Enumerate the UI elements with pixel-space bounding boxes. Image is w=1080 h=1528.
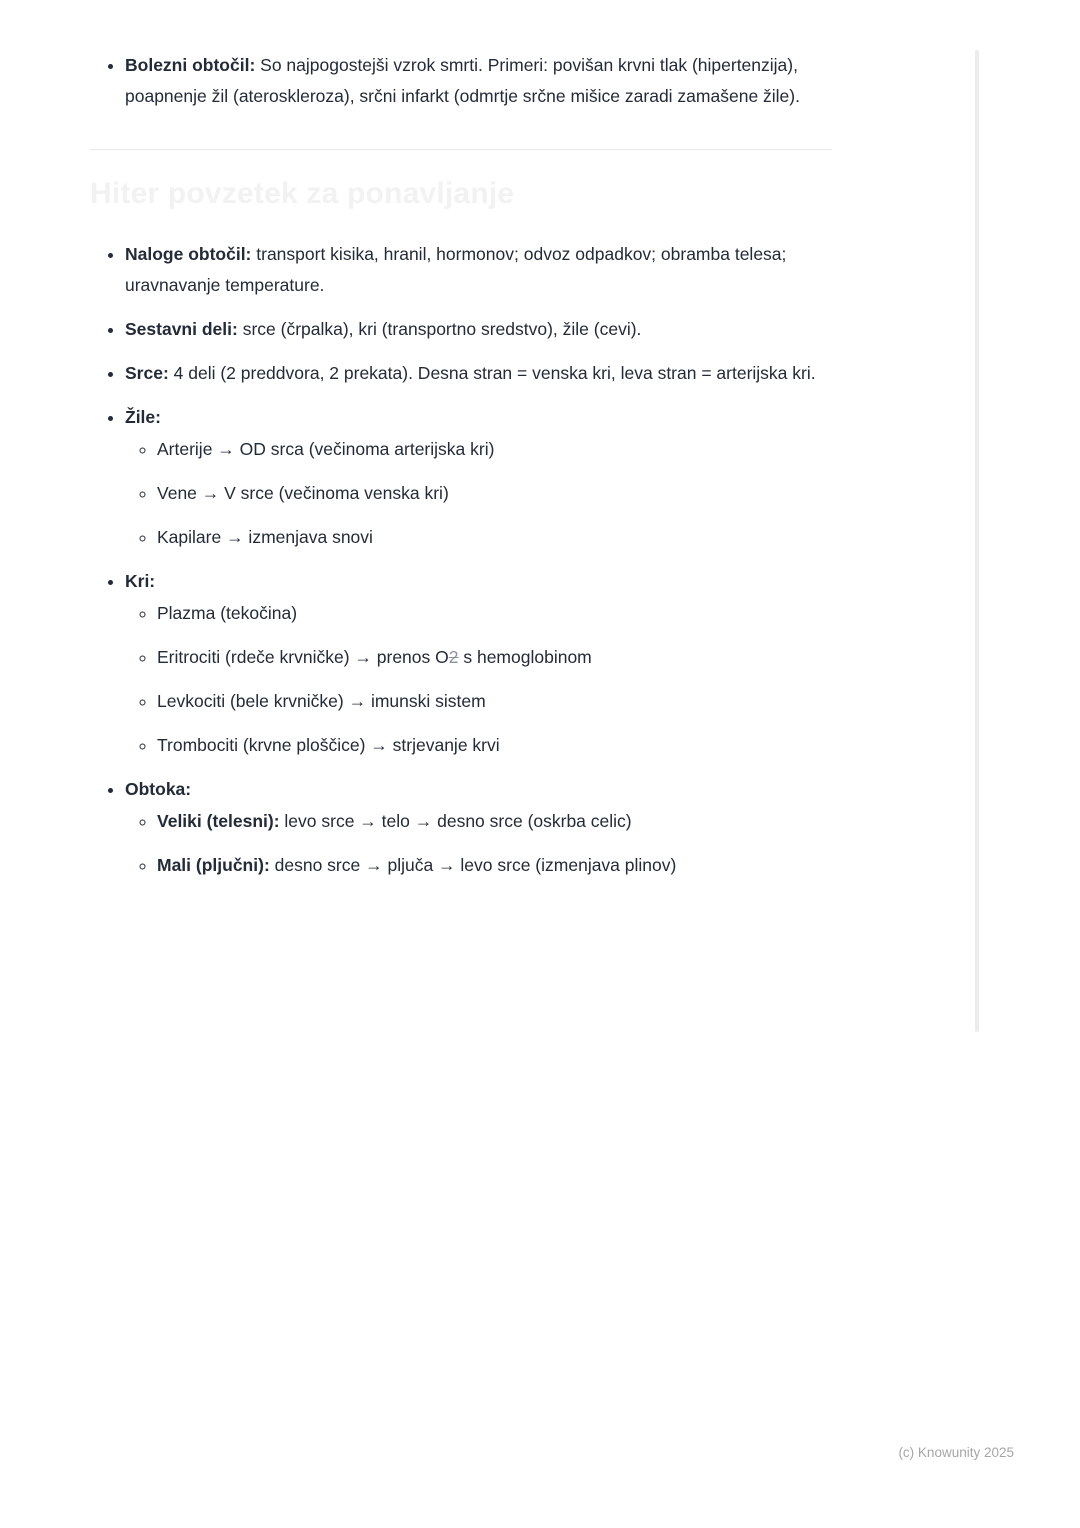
list-item [125, 358, 832, 389]
text-run: srce (črpalka), kri (transportno sredstvo), žile (cevi). [237, 319, 642, 339]
text-run: Eritrociti (rdeče krvničke) → prenos O [157, 647, 449, 667]
text-run: Trombociti (krvne ploščice) → strjevanje krvi [157, 735, 500, 755]
list-item [157, 730, 832, 761]
section-divider [90, 149, 832, 150]
bold-lead-text: Bolezni obtočil: [125, 55, 256, 75]
footer-credit: (c) Knowunity 2025 [898, 1445, 1014, 1460]
bold-lead-text: Veliki (telesni): [157, 811, 280, 831]
text-run: levo srce → telo → desno srce (oskrba celic) [279, 811, 632, 831]
list-item [157, 642, 832, 673]
list-item [125, 774, 832, 881]
list-item [157, 686, 832, 717]
sub-list [125, 598, 832, 761]
text-run: Kapilare → izmenjava snovi [157, 527, 373, 547]
text-run: Arterije → OD srca (večinoma arterijska kri) [157, 439, 495, 459]
bold-lead-text: Kri: [125, 571, 156, 591]
text-run: desno srce → pljuča → levo srce (izmenjava plinov) [269, 855, 677, 875]
section-heading: Hiter povzetek za ponavljanje [90, 177, 515, 210]
sub-list [125, 434, 832, 553]
text-run: 4 deli (2 preddvora, 2 prekata). Desna stran = venska kri, leva stran = arterijska kri. [168, 363, 816, 383]
bold-lead-text: Sestavni deli: [125, 319, 238, 339]
summary-bullet-list [90, 239, 832, 881]
text-run: s hemoglobinom [458, 647, 592, 667]
list-item [157, 598, 832, 629]
list-item [157, 806, 832, 837]
summary-section [90, 239, 832, 881]
scrollbar-track[interactable] [975, 50, 979, 1032]
list-item [125, 239, 832, 301]
text-run: transport kisika, hranil, hormonov; odvoz odpadkov; obramba telesa; uravnavanje temperature. [125, 244, 787, 295]
struck-text: 2 [448, 647, 459, 667]
list-item [157, 522, 832, 553]
list-item [157, 434, 832, 465]
sub-list [125, 806, 832, 881]
text-run: Vene → V srce (večinoma venska kri) [157, 483, 449, 503]
list-item [157, 850, 832, 881]
bold-lead-text: Obtoka: [125, 779, 192, 799]
text-run: Plazma (tekočina) [157, 603, 298, 623]
intro-bullet-list [90, 50, 832, 112]
text-run: Levkociti (bele krvničke) → imunski sistem [157, 691, 486, 711]
list-item [125, 402, 832, 553]
list-item [125, 50, 832, 112]
list-item [157, 478, 832, 509]
document-content [90, 50, 832, 894]
bold-lead-text: Srce: [125, 363, 169, 383]
bold-lead-text: Mali (pljučni): [157, 855, 270, 875]
bold-lead-text: Naloge obtočil: [125, 244, 252, 264]
bold-lead-text: Žile: [125, 407, 161, 427]
list-item [125, 314, 832, 345]
text-run: So najpogostejši vzrok smrti. Primeri: povišan krvni tlak (hipertenzija), poapnenje žil (ateroskleroza), srčni infarkt (odmrtje srčne mišice zaradi zamašene žile). [125, 55, 800, 106]
list-item [125, 566, 832, 761]
